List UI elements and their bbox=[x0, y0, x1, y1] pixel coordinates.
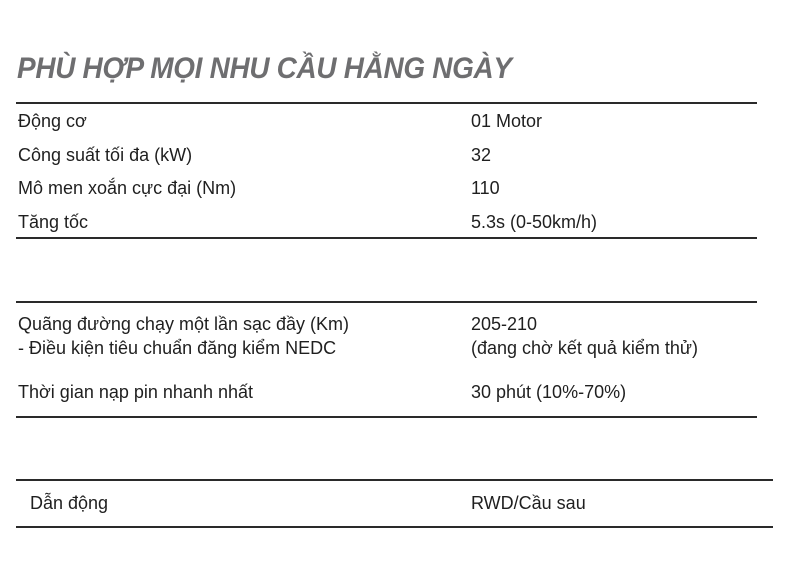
page-title: PHÙ HỢP MỌI NHU CẦU HẰNG NGÀY bbox=[17, 52, 512, 85]
spec-value: RWD/Cầu sau bbox=[471, 493, 586, 513]
spec-label: Mô men xoắn cực đại (Nm) bbox=[18, 178, 237, 198]
spec-label: Động cơ bbox=[18, 111, 87, 131]
spec-label: - Điều kiện tiêu chuẩn đăng kiểm NEDC bbox=[18, 338, 337, 358]
section-bottom-divider bbox=[16, 526, 773, 528]
spec-value: 30 phút (10%-70%) bbox=[471, 382, 627, 402]
spec-label: Quãng đường chạy một lần sạc đầy (Km) bbox=[18, 314, 350, 334]
section-bottom-divider bbox=[16, 416, 757, 418]
spec-value: 110 bbox=[471, 178, 500, 198]
spec-label: Dẫn động bbox=[30, 493, 109, 513]
spec-value: 5.3s (0-50km/h) bbox=[471, 212, 598, 232]
spec-label: Công suất tối đa (kW) bbox=[18, 145, 193, 165]
spec-value: 32 bbox=[471, 145, 492, 165]
section-top-divider bbox=[16, 102, 757, 104]
spec-value: (đang chờ kết quả kiểm thử) bbox=[471, 338, 698, 358]
spec-value: 205-210 bbox=[471, 314, 538, 334]
spec-label: Thời gian nạp pin nhanh nhất bbox=[18, 382, 253, 402]
section-top-divider bbox=[16, 479, 773, 481]
section-top-divider bbox=[16, 301, 757, 303]
spec-label: Tăng tốc bbox=[18, 212, 89, 232]
section-bottom-divider bbox=[16, 237, 757, 239]
spec-value: 01 Motor bbox=[471, 111, 543, 131]
